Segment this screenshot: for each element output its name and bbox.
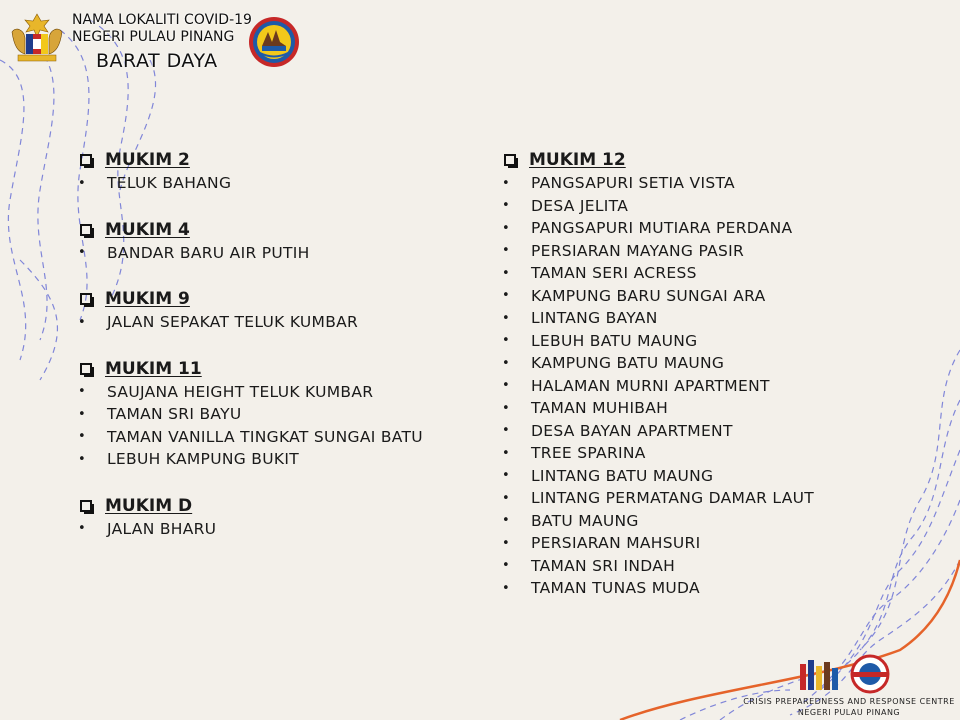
mukim-heading xyxy=(78,218,423,242)
list-item xyxy=(502,285,814,308)
bullet-icon: • xyxy=(502,378,510,394)
locality-list xyxy=(78,311,423,334)
list-item xyxy=(78,242,423,265)
locality-text: TAMAN TUNAS MUDA xyxy=(531,579,700,598)
mukim-section xyxy=(78,357,423,471)
list-item xyxy=(502,510,814,533)
bullet-icon: • xyxy=(502,513,510,529)
locality-text: TREE SPARINA xyxy=(531,444,646,463)
locality-list xyxy=(502,172,814,600)
mukim-section xyxy=(78,148,423,195)
locality-text: KAMPUNG BARU SUNGAI ARA xyxy=(531,286,766,305)
locality-text: JALAN SEPAKAT TELUK KUMBAR xyxy=(107,313,359,332)
mukim-heading xyxy=(78,148,423,172)
footer-org-name: CRISIS PREPAREDNESS AND RESPONSE CENTRE xyxy=(743,697,955,706)
locality-text: PERSIARAN MAYANG PASIR xyxy=(531,241,745,260)
bullet-icon: • xyxy=(502,175,510,191)
mukim-label: MUKIM 4 xyxy=(105,219,190,240)
locality-text: LINTANG BAYAN xyxy=(531,309,658,328)
mukim-section xyxy=(78,218,423,265)
locality-text: LEBUH BATU MAUNG xyxy=(531,331,698,350)
title-line-1: NAMA LOKALITI COVID-19 xyxy=(72,12,252,28)
cprc-logo-icon xyxy=(796,654,896,696)
locality-text: TAMAN SRI INDAH xyxy=(531,556,676,575)
list-item xyxy=(502,487,814,510)
locality-text: LINTANG BATU MAUNG xyxy=(531,466,714,485)
bullet-icon: • xyxy=(78,384,86,400)
bullet-icon: • xyxy=(78,451,86,467)
list-item xyxy=(502,307,814,330)
locality-text: SAUJANA HEIGHT TELUK KUMBAR xyxy=(107,382,374,401)
locality-list xyxy=(78,242,423,265)
locality-text: BATU MAUNG xyxy=(531,511,639,530)
right-column xyxy=(502,148,814,623)
bullet-icon: • xyxy=(502,288,510,304)
left-column xyxy=(78,148,423,563)
list-item xyxy=(502,375,814,398)
locality-text: DESA JELITA xyxy=(531,196,629,215)
bullet-icon: • xyxy=(502,355,510,371)
bullet-icon: • xyxy=(502,490,510,506)
locality-text: TAMAN VANILLA TINGKAT SUNGAI BATU xyxy=(107,427,423,446)
list-item xyxy=(502,330,814,353)
bullet-icon: • xyxy=(78,429,86,445)
mukim-section xyxy=(502,148,814,600)
bullet-icon: • xyxy=(502,468,510,484)
mukim-label: MUKIM 12 xyxy=(529,150,626,170)
bullet-icon: • xyxy=(502,310,510,326)
bullet-icon: • xyxy=(502,400,510,416)
list-item xyxy=(502,217,814,240)
checkbox-icon xyxy=(80,293,92,305)
locality-text: LEBUH KAMPUNG BUKIT xyxy=(107,450,299,469)
locality-text: PANGSAPURI SETIA VISTA xyxy=(531,174,735,193)
title-line-2: NEGERI PULAU PINANG xyxy=(72,29,235,45)
bullet-icon: • xyxy=(78,245,86,261)
list-item xyxy=(502,397,814,420)
list-item xyxy=(78,426,423,449)
list-item xyxy=(78,518,423,541)
locality-text: TAMAN SRI BAYU xyxy=(107,405,242,424)
mukim-label: MUKIM D xyxy=(105,495,193,516)
list-item xyxy=(502,577,814,600)
locality-text: TAMAN SERI ACRESS xyxy=(531,264,697,283)
list-item xyxy=(502,532,814,555)
bullet-icon: • xyxy=(78,314,86,330)
mukim-section xyxy=(78,287,423,334)
list-item xyxy=(502,240,814,263)
bullet-icon: • xyxy=(502,423,510,439)
mukim-label: MUKIM 2 xyxy=(105,150,190,170)
locality-text: PANGSAPURI MUTIARA PERDANA xyxy=(531,219,793,238)
locality-text: TAMAN MUHIBAH xyxy=(531,399,669,418)
bullet-icon: • xyxy=(78,521,86,537)
bullet-icon: • xyxy=(502,558,510,574)
list-item xyxy=(502,465,814,488)
checkbox-icon xyxy=(504,154,516,166)
bullet-icon: • xyxy=(502,243,510,259)
checkbox-icon xyxy=(80,154,92,166)
bullet-icon: • xyxy=(502,265,510,281)
district-title: BARAT DAYA xyxy=(96,50,218,72)
bullet-icon: • xyxy=(502,333,510,349)
list-item xyxy=(78,381,423,404)
bullet-icon: • xyxy=(78,175,86,191)
mukim-section xyxy=(78,494,423,541)
locality-text: KAMPUNG BATU MAUNG xyxy=(531,354,725,373)
locality-text: JALAN BHARU xyxy=(107,519,217,538)
locality-text: DESA BAYAN APARTMENT xyxy=(531,421,733,440)
locality-text: TELUK BAHANG xyxy=(107,174,232,193)
bullet-icon: • xyxy=(502,445,510,461)
list-item xyxy=(502,420,814,443)
bullet-icon: • xyxy=(502,220,510,236)
mukim-label: MUKIM 9 xyxy=(105,289,190,309)
list-item xyxy=(502,555,814,578)
bullet-icon: • xyxy=(502,580,510,596)
locality-list xyxy=(78,381,423,471)
list-item xyxy=(78,448,423,471)
locality-text: LINTANG PERMATANG DAMAR LAUT xyxy=(531,489,815,508)
list-item xyxy=(78,172,423,195)
penang-state-logo-icon xyxy=(248,16,300,68)
bullet-icon: • xyxy=(78,406,86,422)
locality-text: HALAMAN MURNI APARTMENT xyxy=(531,376,770,395)
mukim-heading xyxy=(78,287,423,311)
checkbox-icon xyxy=(80,500,92,512)
mukim-label: MUKIM 11 xyxy=(105,358,202,379)
list-item xyxy=(502,352,814,375)
mukim-heading xyxy=(78,494,423,518)
checkbox-icon xyxy=(80,224,92,236)
locality-text: BANDAR BARU AIR PUTIH xyxy=(107,243,310,262)
list-item xyxy=(78,311,423,334)
list-item xyxy=(502,442,814,465)
locality-list xyxy=(78,172,423,195)
malaysia-crest-icon xyxy=(8,12,66,64)
list-item xyxy=(502,262,814,285)
list-item xyxy=(78,403,423,426)
mukim-heading xyxy=(78,357,423,381)
checkbox-icon xyxy=(80,363,92,375)
list-item xyxy=(502,172,814,195)
mukim-heading xyxy=(502,148,814,172)
list-item xyxy=(502,195,814,218)
locality-list xyxy=(78,518,423,541)
locality-text: PERSIARAN MAHSURI xyxy=(531,534,701,553)
bullet-icon: • xyxy=(502,198,510,214)
footer-state: NEGERI PULAU PINANG xyxy=(797,708,901,717)
bullet-icon: • xyxy=(502,535,510,551)
